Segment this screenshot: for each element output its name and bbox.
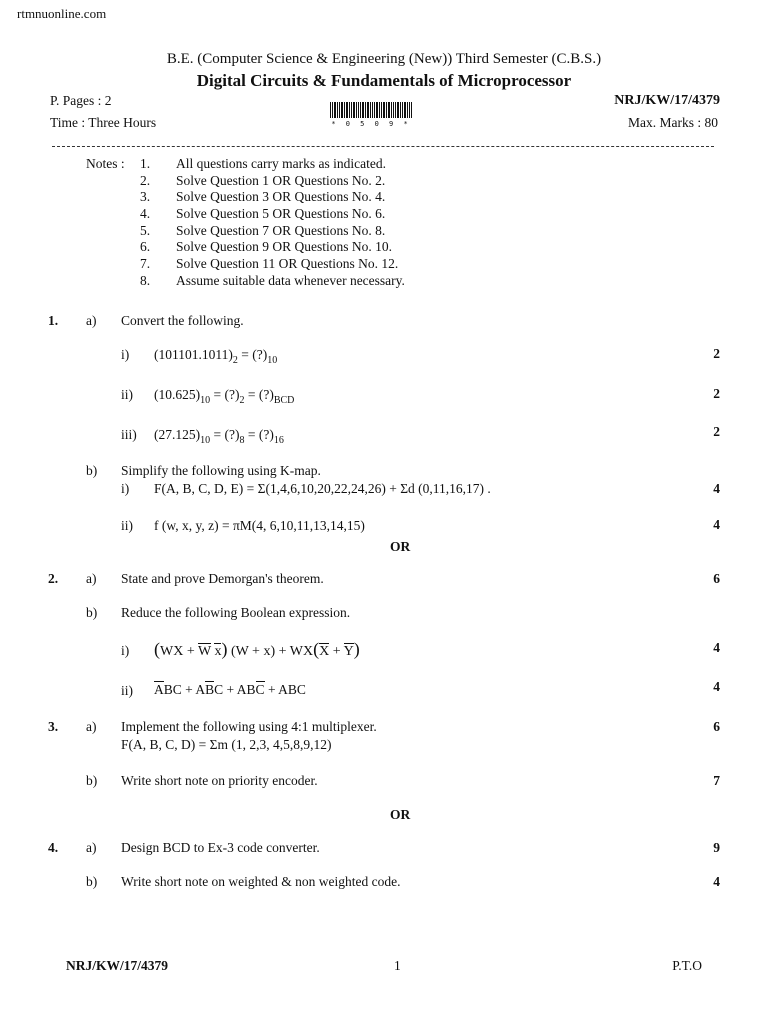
note-text: Assume suitable data whenever necessary.: [176, 272, 405, 288]
conversion-expression: $(27.125)_{10}$ = $(?)_8$ = $(?)_{16}$: [154, 427, 284, 446]
page-count: P. Pages : 2: [50, 93, 112, 108]
note-text: Solve Question 9 OR Questions No. 10.: [176, 239, 392, 255]
paper-code: NRJ/KW/17/4379: [614, 93, 720, 108]
note-number: 1.: [140, 156, 151, 171]
subpart-label: ii): [121, 683, 133, 698]
note-item: [140, 273, 405, 290]
note-text: Solve Question 11 OR Questions No. 12.: [176, 256, 399, 272]
kmap-expression: F(A, B, C, D, E) = Σ(1,4,6,10,20,22,24,26) + Σd (0,11,16,17) .: [154, 481, 491, 496]
note-item: [140, 206, 405, 223]
pto-label: P.T.O: [672, 958, 702, 973]
note-text: Solve Question 3 OR Questions No. 4.: [176, 189, 386, 205]
notes-label: Notes :: [86, 156, 125, 171]
boolean-expression: (WX + W x) (W + x) + WX(X + Y): [154, 639, 360, 659]
note-item: [140, 189, 405, 206]
part-label: b): [86, 773, 98, 788]
subpart-label: iii): [121, 427, 137, 442]
note-number: 5.: [140, 222, 151, 238]
marks: 2: [713, 346, 720, 361]
marks: 9: [713, 840, 720, 855]
question-text: Design BCD to Ex-3 code converter.: [121, 840, 320, 855]
part-label: a): [86, 313, 97, 328]
marks: 4: [713, 517, 720, 532]
note-number: 4.: [140, 206, 151, 222]
marks: 4: [713, 640, 720, 655]
note-text: Solve Question 5 OR Questions No. 6.: [176, 206, 386, 222]
note-text: Solve Question 1 OR Questions No. 2.: [176, 172, 386, 188]
note-text: Solve Question 7 OR Questions No. 8.: [176, 222, 386, 238]
subpart-label: i): [121, 643, 130, 658]
question-text: Write short note on weighted & non weighted code.: [121, 874, 401, 889]
page-number: 1: [394, 958, 401, 973]
part-label: a): [86, 840, 97, 855]
subpart-label: i): [121, 347, 130, 362]
marks: 6: [713, 571, 720, 586]
mux-expression: F(A, B, C, D) = Σm (1, 2,3, 4,5,8,9,12): [121, 737, 332, 752]
note-item: [140, 223, 405, 240]
barcode-number: * 0 5 0 9 *: [331, 120, 411, 128]
part-label: a): [86, 719, 97, 734]
barcode: [330, 102, 412, 118]
marks: 6: [713, 719, 720, 734]
boolean-expression: ABC + ABC + ABC + ABC: [154, 682, 306, 697]
marks: 4: [713, 679, 720, 694]
question-number: 4.: [48, 840, 59, 855]
question-text: Simplify the following using K-map.: [121, 463, 321, 478]
question-text: Reduce the following Boolean expression.: [121, 605, 351, 620]
note-item: [140, 256, 405, 273]
question-number: 1.: [48, 313, 59, 328]
question-text: Write short note on priority encoder.: [121, 773, 318, 788]
marks: 4: [713, 874, 720, 889]
question-number: 2.: [48, 571, 59, 586]
exam-time: Time : Three Hours: [50, 115, 157, 130]
course-title: B.E. (Computer Science & Engineering (New)) Third Semester (C.B.S.): [166, 51, 602, 67]
part-label: b): [86, 605, 98, 620]
max-marks: Max. Marks : 80: [628, 115, 718, 130]
note-item: [140, 173, 405, 190]
conversion-expression: $(10.625)_{10}$ = $(?)_2$ = $(?)_{BCD}$: [154, 387, 295, 406]
note-number: 2.: [140, 172, 151, 188]
note-number: 6.: [140, 239, 151, 255]
note-number: 3.: [140, 189, 151, 205]
question-text: Implement the following using 4:1 multiplexer.: [121, 719, 377, 734]
note-item: [140, 239, 405, 256]
part-label: b): [86, 463, 98, 478]
header-divider: [52, 146, 714, 147]
footer-code: NRJ/KW/17/4379: [66, 958, 169, 973]
site-url: rtmnuonline.com: [17, 6, 107, 21]
question-text: Convert the following.: [121, 313, 244, 328]
subpart-label: i): [121, 481, 130, 496]
marks: 2: [713, 424, 720, 439]
note-item: [140, 156, 405, 173]
kmap-expression: f (w, x, y, z) = πM(4, 6,10,11,13,14,15): [154, 518, 365, 533]
subject-title: Digital Circuits & Fundamentals of Microprocessor: [196, 71, 572, 90]
or-separator: OR: [390, 539, 411, 554]
part-label: b): [86, 874, 98, 889]
marks: 7: [713, 773, 720, 788]
note-text: All questions carry marks as indicated.: [176, 156, 386, 171]
note-number: 8.: [140, 272, 151, 288]
question-text: State and prove Demorgan's theorem.: [121, 571, 324, 586]
question-number: 3.: [48, 719, 59, 734]
part-label: a): [86, 571, 97, 586]
note-number: 7.: [140, 256, 151, 272]
conversion-expression: $(101101.1011)_2$ = $(?)_{10}$: [154, 347, 278, 366]
marks: 2: [713, 386, 720, 401]
or-separator: OR: [390, 807, 411, 822]
subpart-label: ii): [121, 387, 133, 402]
marks: 4: [713, 481, 720, 496]
notes-list: [140, 156, 405, 290]
subpart-label: ii): [121, 518, 133, 533]
